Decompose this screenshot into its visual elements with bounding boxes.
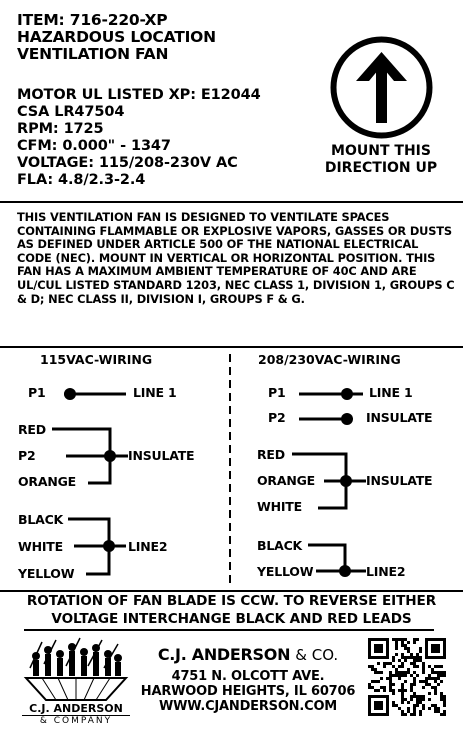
divider-top — [0, 201, 463, 203]
wiring-115-insulate-junction — [50, 427, 130, 487]
qr-code-icon[interactable] — [368, 638, 446, 716]
mount-label-line2: DIRECTION UP — [324, 160, 438, 176]
logo-tagline: & COMPANY — [39, 716, 113, 726]
wiring-115-black: BLACK — [18, 512, 64, 527]
wiring-115-line2: LINE2 — [128, 539, 168, 554]
company-suffix: & CO. — [295, 646, 339, 664]
product-type: HAZARDOUS LOCATION — [17, 28, 216, 46]
wiring-208-line1: LINE 1 — [369, 385, 413, 400]
company-name: C.J. ANDERSON — [157, 645, 291, 664]
wiring-115-p1: P1 — [28, 385, 46, 400]
rotation-underline — [24, 629, 434, 631]
logo-name: C.J. ANDERSON — [29, 702, 123, 715]
spec-cfm: CFM: 0.000" - 1347 — [17, 138, 171, 154]
wiring-115-yellow: YELLOW — [18, 566, 75, 581]
wiring-208-black: BLACK — [257, 538, 303, 553]
wiring-115-p2: P2 — [18, 448, 36, 463]
wiring-115-insulate: INSULATE — [128, 448, 195, 463]
wiring-115-orange: ORANGE — [18, 474, 76, 489]
spec-fla: FLA: 4.8/2.3-2.4 — [17, 172, 146, 188]
wiring-208-insulate-junction — [290, 452, 368, 512]
up-arrow-icon — [329, 35, 434, 140]
product-name: VENTILATION FAN — [17, 45, 169, 63]
wiring-208-p2: P2 — [268, 410, 286, 425]
wiring-208-yellow: YELLOW — [257, 564, 314, 579]
spec-voltage: VOLTAGE: 115/208-230V AC — [17, 155, 238, 171]
wiring-208-p1-wire — [297, 387, 367, 401]
divider-middle — [0, 346, 463, 348]
wiring-208-line2-junction — [306, 543, 368, 577]
mount-label-line1: MOUNT THIS — [331, 143, 431, 159]
wiring-208-p1: P1 — [268, 385, 286, 400]
rotation-note-line1: ROTATION OF FAN BLADE IS CCW. TO REVERSE EITHER — [26, 593, 437, 609]
company-name-block — [138, 645, 358, 664]
wiring-208-title: 208/230VAC-WIRING — [258, 352, 401, 367]
company-website[interactable]: WWW.CJANDERSON.COM — [158, 699, 338, 714]
wiring-115-white: WHITE — [18, 539, 63, 554]
wiring-208-white: WHITE — [257, 499, 302, 514]
wiring-115-red: RED — [18, 422, 46, 437]
rotation-note-line2: VOLTAGE INTERCHANGE BLACK AND RED LEADS — [51, 611, 412, 627]
wiring-115-line1: LINE 1 — [133, 385, 177, 400]
spec-rpm: RPM: 1725 — [17, 121, 104, 137]
wiring-208-insulate: INSULATE — [366, 473, 433, 488]
wiring-208-line2: LINE2 — [366, 564, 406, 579]
description-paragraph: THIS VENTILATION FAN IS DESIGNED TO VENTILATE SPACES CONTAINING FLAMMABLE OR EXPLOSIVE VAPORS, GASSES OR DUSTS AS DEFINED UNDER ARTICLE 500 OF THE NATIONAL ELECTRICAL CODE (NEC). MOUNT IN VERTICAL OR HORIZONTAL POSITION. THIS FAN HAS A MAXIMUM AMBIENT TEMPERATURE OF 40C AND ARE UL/CUL LISTED STANDARD 1203, NEC CLASS 1, DIVISION 1, GROUPS C & D; NEC CLASS II, DIVISION I, GROUPS F & G. — [17, 210, 455, 306]
wiring-115-p1-wire — [62, 387, 130, 401]
spec-ul-listing: MOTOR UL LISTED XP: E12044 — [17, 87, 261, 103]
spec-csa: CSA LR47504 — [17, 104, 125, 120]
wiring-208-orange: ORANGE — [257, 473, 315, 488]
wiring-separator — [228, 354, 232, 588]
company-address-city: HARWOOD HEIGHTS, IL 60706 — [140, 684, 356, 699]
crowd-logo-icon — [22, 638, 130, 702]
wiring-208-p2-wire — [297, 412, 367, 426]
wiring-208-red: RED — [257, 447, 285, 462]
company-address-street: 4751 N. OLCOTT AVE. — [171, 669, 325, 684]
wiring-115-title: 115VAC-WIRING — [40, 352, 153, 367]
wiring-115-line2-junction — [66, 517, 128, 577]
item-number: ITEM: 716-220-XP — [17, 11, 168, 29]
wiring-208-insulate-p2: INSULATE — [366, 410, 433, 425]
